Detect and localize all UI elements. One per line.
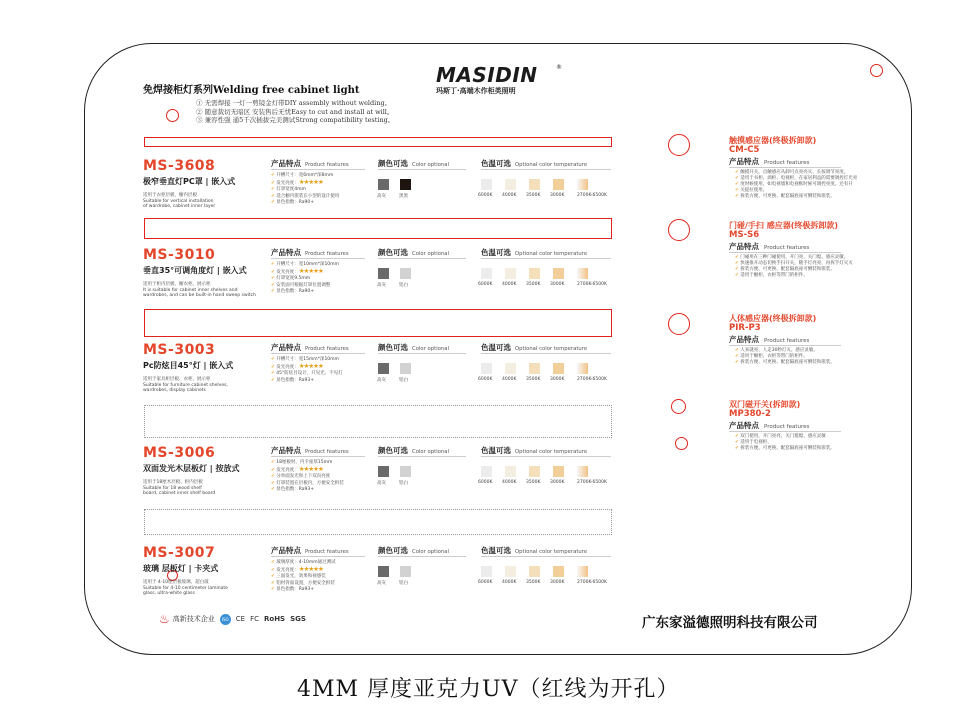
heading-underline (271, 169, 365, 170)
feature-item: ✔ 发光亮度：★★★★★ (271, 179, 339, 187)
temp-swatch (481, 179, 492, 190)
section-title-zh: 产品特点 (271, 159, 301, 168)
cut-hole-sidebar-1 (668, 134, 690, 156)
temp-swatch (481, 466, 492, 477)
description-line: board, cabinet inner shelf board (143, 491, 216, 497)
cert-sgs: SGS (290, 615, 306, 623)
heading-underline (481, 353, 611, 354)
feature-item: ✔ 适合橱内嵌装在小型的设计使用 (271, 194, 339, 200)
heading-underline (729, 252, 841, 253)
temp-label: 6000K (478, 377, 493, 382)
section-title-en: Product features (305, 251, 349, 257)
temp-label: 2700K-6500K (577, 580, 607, 585)
cut-hole-sidebar-3 (668, 313, 690, 335)
color-swatch (378, 363, 389, 374)
model-description (143, 580, 228, 597)
section-title-zh: 色温可选 (481, 343, 511, 352)
features-heading-en: Product features (764, 160, 810, 166)
features-heading-en: Product features (764, 245, 810, 251)
feature-item: ✔ 开槽尺寸：宽6mm*深8mm (271, 173, 339, 179)
header-notes (196, 99, 394, 125)
feature-list (271, 460, 344, 493)
temp-swatch (529, 179, 540, 190)
temp-swatch (505, 566, 516, 577)
logo-subtitle: 玛斯丁·高端木作柜类照明 (436, 87, 516, 95)
section-title-zh: 颜色可选 (378, 343, 408, 352)
feature-item: ✔ 发光亮度：★★★★★ (271, 566, 336, 574)
temp-label: 3500K (526, 377, 541, 382)
section-title-features (271, 158, 349, 169)
feature-item: ✔ 分单面发光和上下双向亮度 (271, 474, 344, 480)
section-title-zh: 色温可选 (481, 248, 511, 257)
description-line: It is suitable for cabinet inner shelves and (143, 287, 238, 293)
temp-swatch (553, 363, 564, 374)
section-title-features (271, 247, 349, 258)
feature-item: ✔ 灯罩宽度4mm (271, 187, 339, 193)
section-title-temp (481, 545, 587, 556)
temp-label: 6000K (478, 282, 493, 287)
certification-logos (159, 612, 311, 626)
color-swatch-label: 铝白 (399, 481, 408, 486)
heading-underline (481, 169, 611, 170)
sensor-feature-item: ✔ 适用于电视柜、 (735, 440, 835, 446)
section-title-color (378, 342, 449, 353)
temp-swatch (577, 363, 588, 374)
section-title-en: Optional color temperature (515, 449, 588, 455)
section-title-en: Color optional (412, 162, 449, 168)
feature-list (271, 173, 339, 206)
cut-hole-header (166, 109, 179, 122)
heading-underline (378, 556, 466, 557)
flame-logo-icon: ♨ (159, 612, 170, 626)
sensor-feature-item: ✔ 快速推开动态切换手扫开关，随手灯亮亮、再挥手灯灭灭 (735, 261, 853, 267)
model-description (143, 282, 256, 299)
heading-underline (378, 353, 466, 354)
heading-underline (729, 167, 841, 168)
temp-label: 2700K-6500K (577, 480, 607, 485)
section-title-en: Optional color temperature (515, 346, 588, 352)
registered-mark: ® (556, 64, 562, 71)
description-line: Suitable for furniture cabinet shelves, (143, 382, 228, 388)
temp-label: 6000K (478, 193, 493, 198)
note-line: ② 随意裁切无暗区 安装售后无忧Easy to cut and install at will。 (196, 107, 394, 116)
features-heading-zh: 产品特点 (729, 157, 759, 166)
color-swatch-label: 高灰 (377, 194, 386, 199)
heading-underline (378, 258, 466, 259)
color-swatch (400, 466, 411, 477)
description-line: Suitable for vertical installation (143, 198, 214, 204)
temp-swatch (505, 179, 516, 190)
cut-hole-sidebar-2 (668, 219, 690, 241)
section-title-temp (481, 247, 587, 258)
sensor-title: 触摸感应器(终极拆卸款) (729, 136, 817, 145)
cert-iso: ISO (220, 614, 231, 625)
section-title-color (378, 445, 449, 456)
feature-item: ✔ 开槽尺寸：宽10mm*深10mm (271, 262, 339, 268)
heading-underline (271, 456, 365, 457)
sensor-model: PIR-P3 (729, 323, 761, 333)
description-line: 适用于18厘木层板、柜内层板 (143, 480, 203, 485)
color-swatch-label: 高灰 (377, 581, 386, 586)
description-line: 适用于衣柜层板、橱内层板 (143, 193, 197, 198)
temp-swatch (481, 363, 492, 374)
section-title-zh: 产品特点 (271, 343, 301, 352)
sensor-feature-item: ✔ 拆装方便、可更换、配套隔底座可侧装和嵌装。 (735, 360, 835, 366)
color-swatch-label: 高灰 (377, 283, 386, 288)
section-title-en: Product features (305, 549, 349, 555)
temp-swatch (481, 566, 492, 577)
section-title-en: Optional color temperature (515, 549, 588, 555)
section-title-features (271, 545, 349, 556)
sensor-feature-item: ✔ 关提拉使用。 (735, 188, 857, 194)
sensor-feature-item: ✔ 拆装方便、可更换、配套隔底座可侧装和嵌装。 (735, 194, 857, 200)
section-title-zh: 颜色可选 (378, 159, 408, 168)
temp-swatch (505, 268, 516, 279)
section-title-en: Color optional (412, 549, 449, 555)
section-title-color (378, 545, 449, 556)
sensor-title: 门碰/手扫 感应器(终极拆卸款) (729, 221, 839, 230)
section-title-en: Color optional (412, 346, 449, 352)
color-swatch-label: 铝白 (399, 283, 408, 288)
logo-text: MASIDIN (436, 63, 538, 87)
color-swatch-label: 铝白 (399, 581, 408, 586)
model-subtitle: 极窄垂直灯PC罩 | 嵌入式 (143, 177, 236, 186)
feature-item: ✔ 发光亮度：★★★★★ (271, 268, 339, 276)
feature-item: ✔ 显色指数：Ra93+ (271, 487, 344, 493)
sensor-feature-list (735, 348, 835, 366)
cert-fc: FC (250, 615, 259, 623)
temp-swatch (529, 566, 540, 577)
model-subtitle: 垂直35°可调角度灯 | 嵌入式 (143, 266, 247, 275)
section-title-zh: 颜色可选 (378, 446, 408, 455)
cut-hole-sidebar-4 (671, 399, 686, 414)
section-title-zh: 颜色可选 (378, 248, 408, 257)
section-title-zh: 产品特点 (271, 546, 301, 555)
temp-swatch (529, 363, 540, 374)
section-title-en: Product features (305, 162, 349, 168)
section-title-color (378, 158, 449, 169)
model-subtitle: 玻璃 层板灯 | 卡夹式 (143, 564, 219, 573)
section-title-temp (481, 445, 587, 456)
sensor-feature-item: ✔ 适用于书柜、酒柜、电视柜，在家居利益的需要调控灯光亮 (735, 176, 857, 182)
section-title-features (271, 445, 349, 456)
temp-label: 3500K (526, 282, 541, 287)
shelf-outline-5 (144, 509, 612, 535)
feature-item: ✔ 安装面可根据灯罩位置调整 (271, 283, 339, 289)
section-title-zh: 色温可选 (481, 546, 511, 555)
color-swatch (378, 268, 389, 279)
features-heading-en: Product features (764, 338, 810, 344)
color-swatch (400, 268, 411, 279)
heading-underline (481, 456, 611, 457)
feature-item: ✔ 显色指数：Ra90+ (271, 200, 339, 206)
features-heading-zh: 产品特点 (729, 421, 759, 430)
section-title-en: Color optional (412, 449, 449, 455)
sensor-features-heading (729, 241, 809, 252)
features-heading-zh: 产品特点 (729, 335, 759, 344)
feature-list (271, 357, 343, 384)
sensor-feature-item: ✔ 适用于橱柜、衣柜等带门的柜件。 (735, 273, 853, 279)
section-title-en: Product features (305, 346, 349, 352)
temp-label: 3000K (550, 480, 565, 485)
model-number: MS-3003 (143, 342, 216, 358)
model-number: MS-3608 (143, 158, 216, 174)
heading-underline (481, 556, 611, 557)
color-swatch (400, 363, 411, 374)
feature-list (271, 262, 339, 295)
cut-slot-3 (144, 309, 612, 337)
color-swatch-label: 高灰 (377, 481, 386, 486)
feature-item: ✔ 45°防炫目设计，只见光、不见灯 (271, 371, 343, 377)
section-title-zh: 产品特点 (271, 446, 301, 455)
feature-item: ✔ 灯罩宽度9.5mm (271, 276, 339, 282)
section-title-en: Color optional (412, 251, 449, 257)
color-swatch-label: 高灰 (377, 378, 386, 383)
temp-swatch (553, 466, 564, 477)
feature-item: ✔ 发光亮度：★★★★★ (271, 466, 344, 474)
model-subtitle: Pc防炫目45°灯 | 嵌入式 (143, 361, 234, 370)
description-line: wardrobes, display cabinets (143, 388, 206, 394)
section-title-zh: 色温可选 (481, 159, 511, 168)
description-line: of wardrobe, cabinet inner layer (143, 204, 216, 210)
feature-item: ✔ 开槽尺寸：宽15mm*深10mm (271, 357, 343, 363)
temp-swatch (553, 268, 564, 279)
sensor-feature-item: ✔ 人来就亮、人走30秒灯灭、感应灵敏。 (735, 348, 835, 354)
features-heading-en: Product features (764, 424, 810, 430)
section-title-features (271, 342, 349, 353)
description-line: glass, ultra-white glass (143, 591, 195, 597)
sensor-feature-item: ✔ 适用于橱柜、衣柜等带门的柜件。 (735, 354, 835, 360)
temp-label: 3000K (550, 193, 565, 198)
model-description (143, 193, 215, 210)
sensor-model: MP380-2 (729, 409, 771, 419)
section-title-temp (481, 342, 587, 353)
temp-label: 2700K-6500K (577, 377, 607, 382)
sensor-feature-list (735, 170, 857, 200)
sensor-model: CM-C5 (729, 145, 760, 155)
series-title: 免焊接柜灯系列Welding free cabinet light (143, 85, 360, 96)
sensor-features-heading (729, 156, 809, 167)
temp-swatch (553, 179, 564, 190)
sensor-features-heading (729, 334, 809, 345)
description-line: 适用于 4-10厘层板玻璃、超白玻 (143, 580, 209, 585)
model-number: MS-3007 (143, 545, 216, 561)
sensor-feature-item: ✔ 触摸开关、点触感应从卸可点亮亮灭、长按调节亮度。 (735, 170, 857, 176)
temp-swatch (529, 466, 540, 477)
temp-swatch (577, 566, 588, 577)
sensor-title: 双门磁开关(拆卸款) (729, 400, 801, 409)
temp-swatch (553, 566, 564, 577)
temp-label: 3500K (526, 193, 541, 198)
cert-rohs: RoHS (264, 615, 286, 623)
heading-underline (729, 345, 841, 346)
temp-swatch (481, 268, 492, 279)
temp-label: 3500K (526, 580, 541, 585)
note-line: ③ 兼容性强 通5千次插拔完美测试Strong compatibility testing。 (196, 116, 395, 124)
section-title-zh: 产品特点 (271, 248, 301, 257)
temp-swatch (577, 466, 588, 477)
model-subtitle: 双面发光木层板灯 | 按放式 (143, 464, 240, 473)
temp-label: 4000K (502, 480, 517, 485)
sensor-model: MS-S6 (729, 230, 760, 240)
model-number: MS-3010 (143, 247, 216, 263)
section-title-zh: 颜色可选 (378, 546, 408, 555)
temp-label: 4000K (502, 193, 517, 198)
temp-swatch (529, 268, 540, 279)
heading-underline (378, 456, 466, 457)
cut-slot-1 (144, 137, 612, 147)
sensor-feature-item: ✔ 拆装方便、可更换、配套隔底座可侧装和嵌装。 (735, 446, 835, 452)
heading-underline (378, 169, 466, 170)
temp-swatch (505, 466, 516, 477)
temp-label: 2700K-6500K (577, 282, 607, 287)
color-swatch-label: 铝白 (399, 378, 408, 383)
shelf-outline-4 (144, 405, 612, 438)
heading-underline (729, 431, 841, 432)
company-name: 广东家溢德照明科技有限公司 (642, 615, 818, 631)
heading-underline (271, 353, 365, 354)
cert-ce: CE (235, 615, 246, 623)
color-swatch (400, 566, 411, 577)
sensor-feature-list (735, 255, 853, 279)
sensor-feature-item: ✔ 门碰用在三种门碰使用，开门亮、关门熄、感应灵敏。 (735, 255, 853, 261)
section-title-en: Optional color temperature (515, 162, 588, 168)
temp-label: 6000K (478, 580, 493, 585)
cut-slot-2 (144, 218, 612, 239)
temp-swatch (577, 179, 588, 190)
cert-high-tech: 高新技术企业 (172, 615, 215, 623)
temp-label: 6000K (478, 480, 493, 485)
section-title-zh: 色温可选 (481, 446, 511, 455)
feature-item: ✔ 显色指数：Ra93+ (271, 587, 336, 593)
feature-item: ✔ 发光亮度：★★★★★ (271, 363, 343, 371)
features-heading-zh: 产品特点 (729, 242, 759, 251)
temp-label: 3500K (526, 480, 541, 485)
temp-swatch (505, 363, 516, 374)
sensor-feature-item: ✔ 度时候使用，如电视墙和电视框时候可调控亮度。还有开 (735, 182, 857, 188)
section-title-temp (481, 158, 587, 169)
feature-item: ✔ 铝材背面设置，方便安全拆装 (271, 581, 336, 587)
description-line: Suitable for 18 wood shelf (143, 485, 202, 491)
sensor-feature-list (735, 434, 835, 452)
section-title-en: Product features (305, 449, 349, 455)
sensor-title: 人体感应器(终极拆卸款) (729, 314, 817, 323)
description-line: 适用于柜内层板、橱衣柜、展示柜 (143, 282, 211, 287)
feature-item: ✔ 显色指数：Ra90+ (271, 289, 339, 295)
temp-label: 3000K (550, 377, 565, 382)
temp-label: 3000K (550, 580, 565, 585)
color-swatch (378, 466, 389, 477)
footer-caption: 4MM 厚度亚克力UV（红线为开孔） (297, 677, 680, 702)
temp-label: 4000K (502, 282, 517, 287)
sensor-feature-item: ✔ 双门使用，开门亮亮、关门熄熄、感应灵敏 (735, 434, 835, 440)
color-swatch-label: 黑黑 (399, 194, 408, 199)
cut-hole-top-right (870, 64, 883, 77)
feature-item: ✔ 18厘板材，内卡座厚15mm (271, 460, 344, 466)
model-description (143, 377, 228, 394)
feature-item: ✔ 三面发光，效果和视感佳 (271, 574, 336, 580)
color-swatch (400, 179, 411, 190)
temp-label: 2700K-6500K (577, 193, 607, 198)
temp-label: 4000K (502, 580, 517, 585)
temp-label: 4000K (502, 377, 517, 382)
temp-swatch (577, 268, 588, 279)
note-line: ① 无需焊接 一灯一剪镜金灯带DIY assembly without welding。 (196, 99, 392, 107)
feature-list (271, 560, 336, 593)
cut-hole-sidebar-5 (675, 437, 688, 450)
section-title-color (378, 247, 449, 258)
color-swatch (378, 566, 389, 577)
color-swatch (378, 179, 389, 190)
masidin-logo (436, 63, 562, 99)
feature-item: ✔ 显色指数：Ra93+ (271, 378, 343, 384)
description-line: 适用于家具柜层板、衣柜、展示柜 (143, 377, 211, 382)
section-title-en: Optional color temperature (515, 251, 588, 257)
heading-underline (481, 258, 611, 259)
description-line: wardrobes, and can be built-in hand sweep switch (143, 293, 256, 299)
heading-underline (271, 556, 365, 557)
sensor-features-heading (729, 420, 809, 431)
description-line: Suitable for 4-10 centimeter laminate (143, 585, 228, 591)
sensor-feature-item: ✔ 拆装方便、可更换、配套隔底座可侧装和嵌装。 (735, 267, 853, 273)
feature-item: ✔ 灯罩装置在层板内，方便安全拆装 (271, 481, 344, 487)
heading-underline (271, 258, 365, 259)
model-description (143, 480, 215, 497)
feature-item: ✔ 玻璃厚度：4-10mm通过测试 (271, 560, 336, 566)
model-number: MS-3006 (143, 445, 216, 461)
temp-label: 3000K (550, 282, 565, 287)
